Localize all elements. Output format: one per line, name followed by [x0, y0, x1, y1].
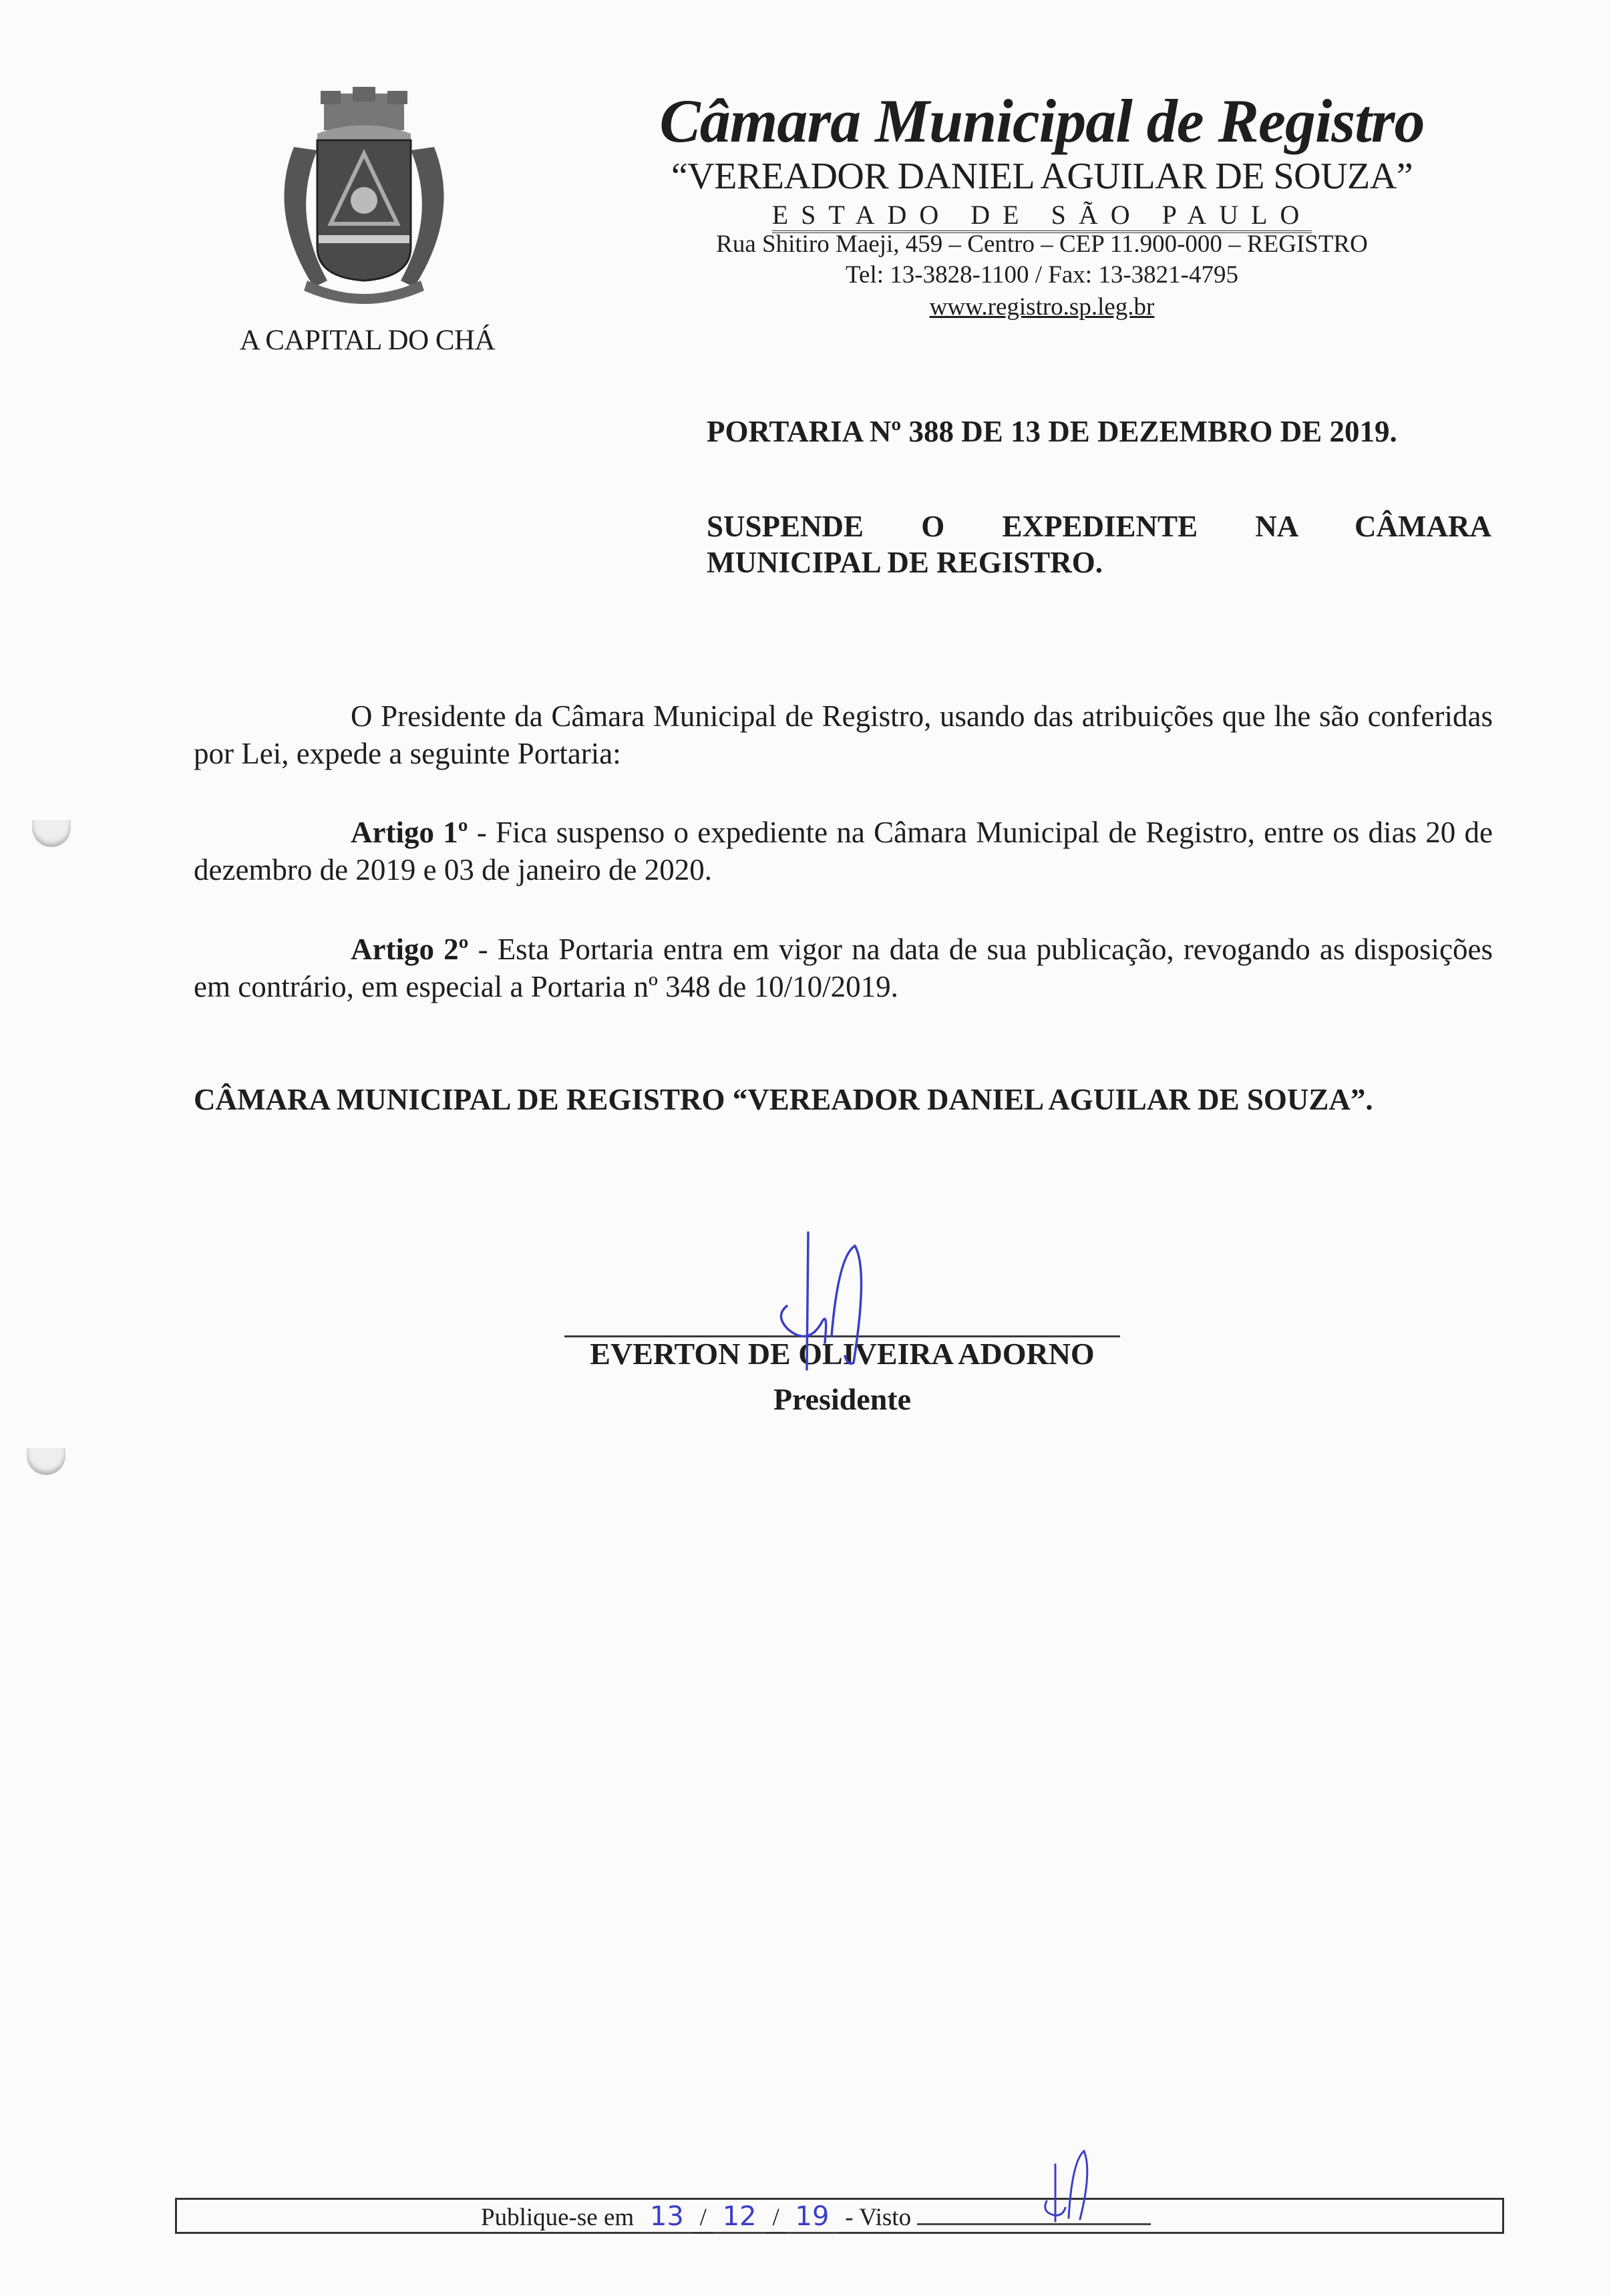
visto-label: - Visto	[845, 2204, 912, 2231]
publication-label: Publique-se em	[481, 2204, 635, 2231]
portaria-number: PORTARIA Nº 388 DE 13 DE DEZEMBRO DE 2019.	[707, 415, 1397, 448]
crest-caption: A CAPITAL DO CHÁ	[239, 325, 496, 356]
ementa-line-2: MUNICIPAL DE REGISTRO.	[707, 546, 1103, 579]
signatory-name: EVERTON DE OLIVEIRA ADORNO	[590, 1337, 1095, 1371]
publication-day[interactable]: 13	[640, 2201, 693, 2234]
punch-hole	[27, 1448, 65, 1475]
date-separator: /	[699, 2204, 707, 2231]
preamble-paragraph	[194, 697, 1493, 772]
article-1-label: Artigo 1º	[351, 816, 468, 849]
institution-title: Câmara Municipal de Registro	[659, 87, 1425, 155]
visto-field[interactable]	[917, 2223, 1151, 2225]
state-line	[581, 199, 1503, 230]
article-2-label: Artigo 2º	[351, 933, 469, 966]
address-line: Rua Shitiro Maeji, 459 – Centro – CEP 11.900-000 – REGISTRO	[716, 230, 1368, 258]
website-line	[581, 293, 1503, 321]
phone-line: Tel: 13-3828-1100 / Fax: 13-3821-4795	[846, 261, 1238, 289]
state-text: ESTADO DE SÃO PAULO	[772, 200, 1312, 233]
handwritten-signature-icon	[768, 1229, 882, 1383]
date-separator: /	[772, 2204, 779, 2231]
article-1	[194, 814, 1493, 888]
publication-year[interactable]: 19	[785, 2201, 839, 2234]
closing-statement: CÂMARA MUNICIPAL DE REGISTRO “VEREADOR DANIEL AGUILAR DE SOUZA”.	[194, 1083, 1373, 1116]
punch-hole	[32, 820, 71, 847]
website-link[interactable]: www.registro.sp.leg.br	[929, 293, 1155, 321]
ementa-line-1: SUSPENDE O EXPEDIENTE NA CÂMARA	[707, 510, 1491, 543]
article-1-text: - Fica suspenso o expediente na Câmara Municipal de Registro, entre os dias 20 de dezembro de 2019 e 03 de janeiro de 2020.	[194, 816, 1493, 886]
institution-subtitle: “VEREADOR DANIEL AGUILAR DE SOUZA”	[671, 156, 1413, 197]
coat-of-arms-icon	[267, 87, 461, 317]
preamble-text: O Presidente da Câmara Municipal de Registro, usando das atribuições que lhe são conferidas por Lei, expede a seguinte Portaria:	[194, 699, 1493, 770]
visto-initials-icon	[1039, 2144, 1099, 2225]
signatory-role: Presidente	[773, 1382, 912, 1416]
publication-month[interactable]: 12	[713, 2201, 766, 2234]
article-2-text: - Esta Portaria entra em vigor na data de sua publicação, revogando as disposições em contrário, em especial a Portaria nº 348 de 10/10/2019.	[194, 933, 1493, 1003]
article-2	[194, 931, 1493, 1005]
